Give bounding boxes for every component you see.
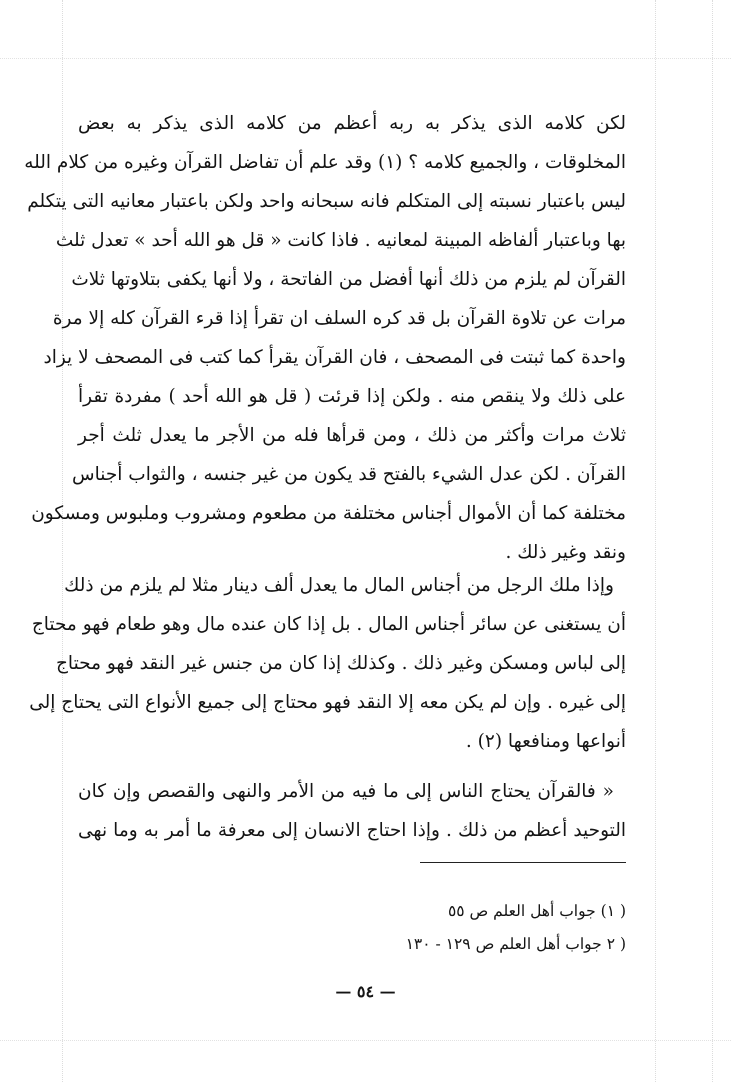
text-line: القرآن لم يلزم من ذلك أنها أفضل من الفاتحة ، ولا أنها يكفى بتلاوتها ثلاث — [71, 269, 626, 290]
paragraph-2 — [29, 566, 626, 761]
text-line: « فالقرآن يحتاج الناس إلى ما فيه من الأمر والنهى والقصص وإن كان — [78, 781, 614, 802]
text-line: المخلوقات ، والجميع كلامه ؟ (١) وقد علم أن تفاضل القرآن وغيره من كلام الله — [24, 152, 626, 173]
text-line: إلى غيره . وإن لم يكن معه إلا النقد فهو محتاج إلى جميع الأنواع التى يحتاج إلى — [29, 692, 626, 713]
text-line: القرآن . لكن عدل الشيء بالفتح قد يكون من غير جنسه ، والثواب أجناس — [72, 464, 626, 485]
scan-guide-line — [655, 0, 656, 1082]
text-line: بها وباعتبار ألفاظه المبينة لمعانيه . فاذا كانت « قل هو الله أحد » تعدل ثلث — [55, 230, 626, 251]
text-line: ليس باعتبار نسبته إلى المتكلم فانه سبحانه واحد ولكن باعتبار معانيه التى يتكلم — [27, 191, 626, 212]
paragraph-3 — [78, 772, 626, 850]
scan-guide-line — [0, 58, 731, 59]
text-line: لكن كلامه الذى يذكر به ربه أعظم من كلامه الذى يذكر به بعض — [78, 113, 626, 134]
text-line: أن يستغنى عن سائر أجناس المال . بل إذا كان عنده مال وهو طعام فهو محتاج — [31, 614, 626, 635]
scan-guide-line — [0, 1040, 731, 1041]
text-line: مختلفة كما أن الأموال أجناس مختلفة من مطعوم ومشروب وملبوس ومسكون — [31, 503, 626, 524]
footnotes — [300, 895, 626, 961]
text-line: على ذلك ولا ينقص منه . ولكن إذا قرئت ( قل هو الله أحد ) مفردة تقرأ — [78, 386, 626, 407]
footnote-1: ( ١) جواب أهل العلم ص ٥٥ — [447, 902, 626, 920]
footnote-separator — [420, 862, 626, 863]
page-number: — ٥٤ — — [335, 982, 396, 1001]
text-line: واحدة كما ثبتت فى المصحف ، فان القرآن يقرأ كما كتب فى المصحف لا يزاد — [43, 347, 626, 368]
text-line: إلى لباس ومسكن وغير ذلك . وكذلك إذا كان من جنس غير النقد فهو محتاج — [55, 653, 626, 674]
text-line: مرات عن تلاوة القرآن بل قد كره السلف ان تقرأ إذا قرء القرآن كله إلا مرة — [52, 308, 626, 329]
footnote-2: ( ٢ جواب أهل العلم ص ١٢٩ - ١٣٠ — [405, 935, 626, 953]
text-line: أنواعها ومنافعها (٢) . — [465, 731, 626, 752]
text-line: التوحيد أعظم من ذلك . وإذا احتاج الانسان إلى معرفة ما أمر به وما نهى — [78, 820, 626, 841]
scan-guide-line — [712, 0, 713, 1082]
text-line: وإذا ملك الرجل من أجناس المال ما يعدل ألف دينار مثلا لم يلزم من ذلك — [64, 575, 614, 596]
text-line: ونقد وغير ذلك . — [505, 542, 626, 563]
paragraph-1 — [24, 104, 626, 572]
text-line: ثلاث مرات وأكثر من ذلك ، ومن قرأها فله من الأجر ما يعدل ثلث أجر — [78, 425, 626, 446]
